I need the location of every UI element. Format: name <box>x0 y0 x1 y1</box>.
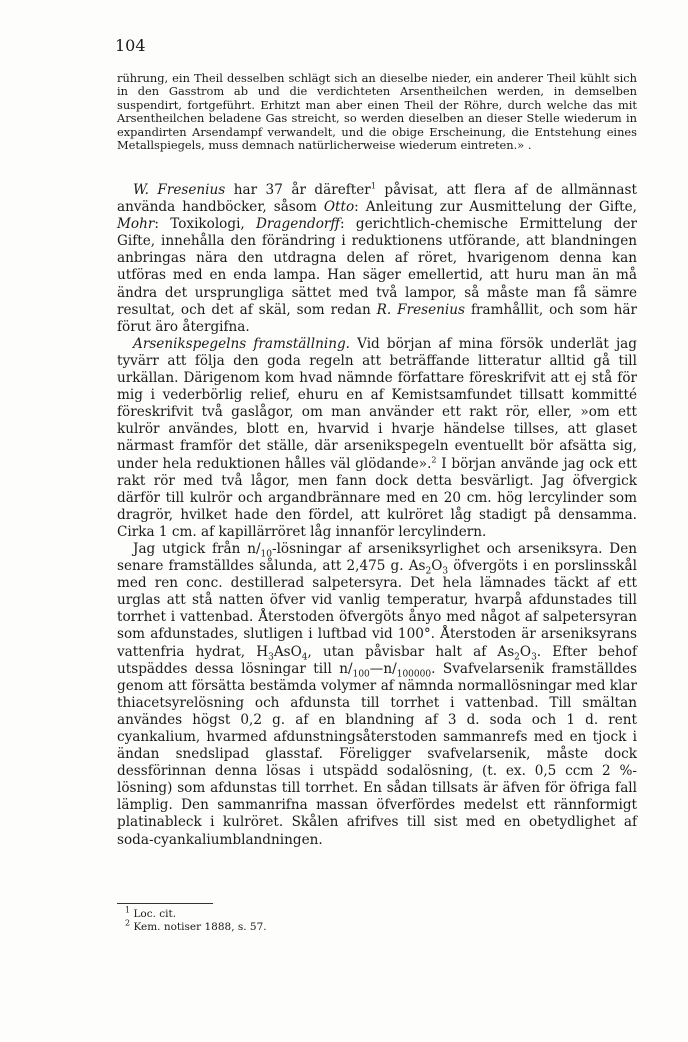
subscript: 100000 <box>396 669 432 680</box>
page-number: 104 <box>115 36 146 55</box>
author-name: Mohr <box>117 216 155 233</box>
footnote-ref: 1 <box>370 181 376 191</box>
subscript: 100 <box>352 669 370 680</box>
footnote-number: 2 <box>125 918 131 928</box>
text-run: har 37 år därefter <box>225 182 371 198</box>
text-run: : Anleitung zur Ausmittelung der Gifte, <box>354 199 637 216</box>
subscript: 3 <box>268 652 274 663</box>
author-name: Otto <box>323 199 355 216</box>
subscript: 10 <box>260 549 272 560</box>
text-run: : gerichtlich-chemische Ermittelung der Gifte, innehålla den förändring i reduktionens utförande, att blandningen anbringas nära den utdragna delen af röret, hvarigenom denna kan utföras med en enda lampa. Han säger emellertid, att huru man än må ändra det ursprungliga sättet med två lampor, så måste man få sämre resultat, och det af skäl, som redan <box>117 216 637 318</box>
section-heading: Arsenikspegelns framställning. <box>133 335 350 352</box>
subscript: 3 <box>531 652 537 663</box>
text-run: -lösningar af arseniksyrlighet och arseniksyra. Den senare framställdes sålunda, att 2,475 g. As <box>117 540 638 575</box>
footnote-text: Kem. notiser 1888, s. 57. <box>133 920 267 933</box>
text-run: Jag utgick från n/ <box>133 540 261 557</box>
text-run: öfvergöts i en porslinsskål med ren conc. destillerad salpetersyra. Det hela lämnades täckt af ett urglas att stå natten öfver vid vanlig temperatur, hvarpå afdunstades till torrhet i vattenbad. Återstoden öfvergöts ånyo med något af salpetersyran som afdunstades, slutligen i luftbad vid 100°. Återstoden är arseniksyrans vattenfria hydrat, H <box>117 558 637 660</box>
footnote <box>117 905 417 921</box>
footnote-ref: 2 <box>431 454 437 464</box>
text-run: påvisat, att flera af de allmännast använda handböcker, såsom <box>117 182 637 216</box>
subscript: 2 <box>514 652 520 663</box>
author-name: Dragendorff <box>256 216 341 233</box>
text-run: . Efter behof utspäddes dessa lösningar till n/ <box>117 643 638 677</box>
text-run: O <box>519 643 532 660</box>
text-run: Vid början af mina försök underlät jag tyvärr att följa den goda regeln att beträffande litteratur alltid gå till urkällan. Därigenom kom hvad nämnde författare föreskrifvit att ej stå för mig i vederbörlig relief, ehuru en af Kemistsamfundet tillsatt kommitté föreskrifvit två gaslågor, om man använder ett rakt rör, eller, »om ett kulrör användes, blott en, hvarvid i hvarje händelse tillses, att glaset närmast framför det ställe, där arsenikspegeln eventuellt bör afsätta sig, under hela reduktionen hålles väl glödande». <box>117 335 637 472</box>
subscript: 4 <box>301 652 308 663</box>
subscript: 3 <box>442 566 449 577</box>
text-run: AsO <box>273 643 302 660</box>
main-text <box>117 182 637 849</box>
author-name: W. Fresenius <box>133 182 226 198</box>
author-name: R. Fresenius <box>376 301 466 318</box>
text-run: —n/ <box>369 660 397 677</box>
text-run: : Toxikologi, <box>154 216 257 233</box>
text-run: framhållit, och som här förut äro återgifna. <box>117 301 637 335</box>
text-run: . Svafvelarsenik framställdes genom att försätta bestämda volymer af nämnda normallösningar med klar thiacetsyrelösning och afdunsta till torrhet i vattenbad. Till smältan användes högst 0,2 g. af en blandning af 3 d. soda och 1 d. rent cyankalium, hvarmed afdunstningsåterstoden sammanrefs med en tjock i ändan snedslipad glasstaf. Föreligger svafvelarsenik, måste dock dessförinnan denna lösas i utspädd sodalösning, (t. ex. 0,5 ccm 2 %-lösning) som afdunstas till torrhet. En sådan tillsats är äfven för öfriga fall lämplig. Den sammanrifna massan öfverfördes medelst ett rännformigt platinableck i kulröret. Skålen afrifves till sist med en obetydlighet af soda-cyankaliumblandningen. <box>117 660 637 848</box>
text-run: O <box>431 558 443 575</box>
text-run: I början använde jag ock ett rakt rör med två lågor, men fann dock detta besvärligt. Jag öfvergick därför till kulrör och argandbrännare med en 20 cm. hög lercylinder som dragrör, hvilket hade den fördel, att kulröret låg stadigt på densamma. Cirka 1 cm. af kapillärröret låg innanför lercylindern. <box>117 455 637 540</box>
footnote-number: 1 <box>125 905 131 915</box>
subscript: 2 <box>425 566 432 577</box>
footnote-text: Loc. cit. <box>133 908 177 920</box>
paragraph-solutions <box>117 541 637 849</box>
text-run: , utan påvisbar halt af As <box>307 643 515 660</box>
paragraph-arsenic-mirror <box>117 336 637 541</box>
footnotes <box>117 905 417 933</box>
paragraph-fresenius <box>117 182 637 336</box>
quoted-passage: rührung, ein Theil desselben schlägt sich an dieselbe nieder, ein anderer Theil kühlt sich in den Gasstrom ab und die verdichteten Arsentheilchen werden, in demselben suspendirt, fortgeführt. Erhitzt man aber einen Theil der Röhre, durch welche das mit Arsentheilchen beladene Gas streicht, so werden dieselben an dieser Stelle wiederum in expandirten Arsendampf verwandelt, und die obige Erscheinung, die Entstehung eines Metallspiegels, muss demnach natürlicherweise wiederum eintreten.» . <box>117 71 637 153</box>
footnote-divider <box>117 903 213 904</box>
footnote <box>117 918 417 934</box>
